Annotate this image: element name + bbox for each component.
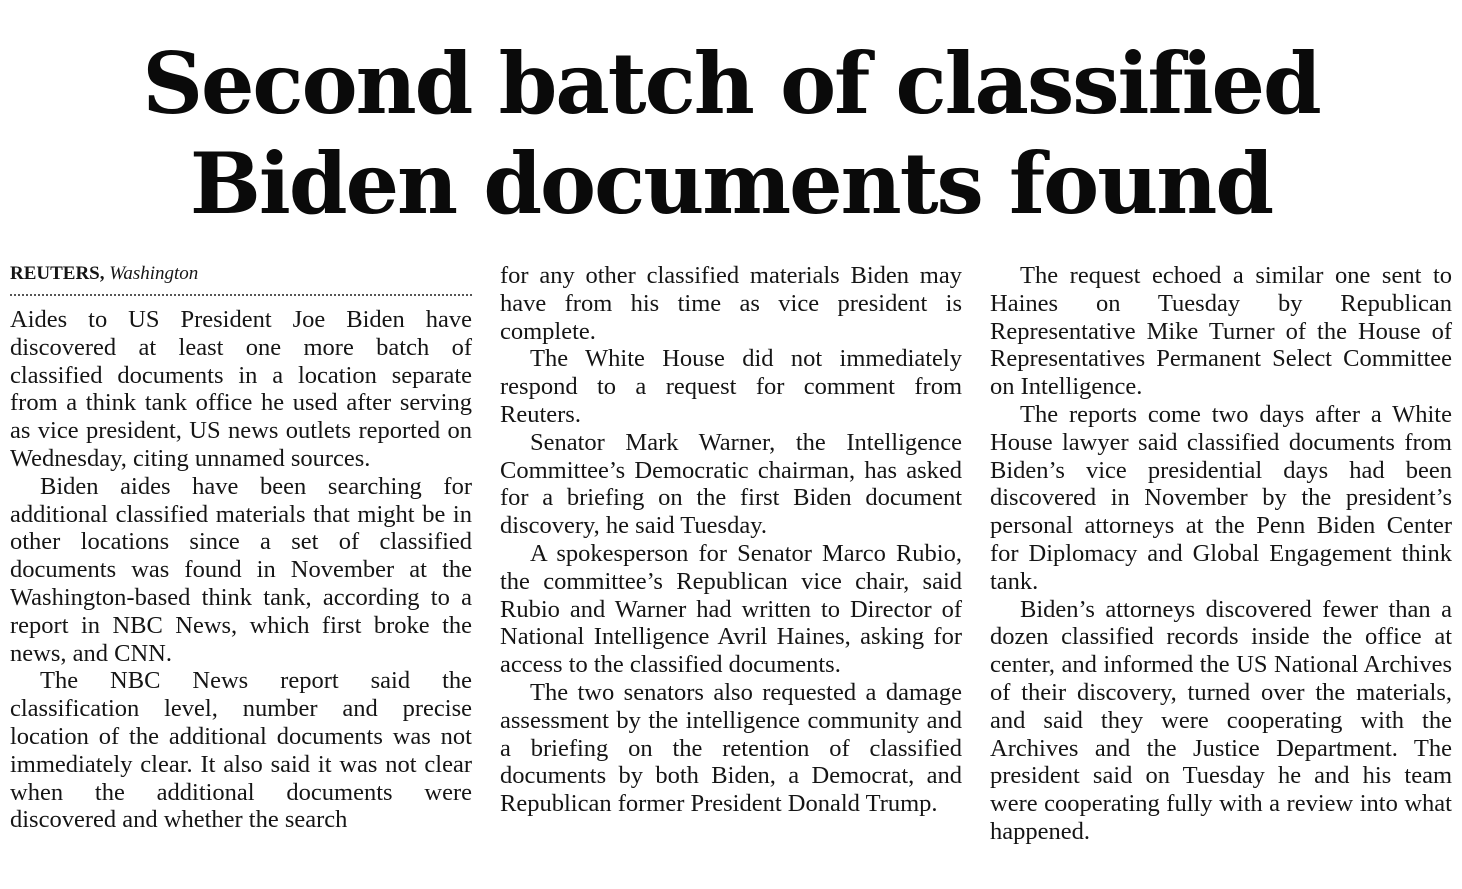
paragraph: Biden aides have been searching for additional classified materials that might be in other locations since a set of classified documents was found in November at the Washington-based think tank, according to a report in NBC News, which first broke the news, and CNN. [10,472,472,667]
paragraph: The White House did not immediately respond to a request for comment from Reuters. [500,345,962,428]
headline-line-2: Biden documents found [189,134,1273,233]
paragraph: Senator Mark Warner, the Intelligence Committee’s Democratic chairman, has asked for a briefing on the first Biden document discovery, he said Tuesday. [500,428,962,540]
article-column-3 [990,262,1452,846]
article-column-2 [500,262,962,818]
paragraph: The request echoed a similar one sent to Haines on Tuesday by Republican Representative Mike Turner of the House of Representatives Permanent Select Committee on Intelligence. [990,262,1452,401]
paragraph: The NBC News report said the classification level, number and precise location of the additional documents was not immediately clear. It also said it was not clear when the additional documents were discovered and whether the search [10,667,472,834]
byline-agency: REUTERS, [10,263,105,284]
paragraph: The reports come two days after a White House lawyer said classified documents from Biden’s vice presidential days had been discovered in November by the president’s personal attorneys at the Penn Biden Center for Diplomacy and Global Engagement think tank. [990,400,1452,595]
paragraph: for any other classified materials Biden may have from his time as vice president is complete. [500,262,962,345]
byline [10,260,472,296]
headline-line-1: Second batch of classified [142,34,1320,133]
article-column-1 [10,260,472,834]
headline [0,34,1462,234]
byline-location: Washington [109,263,199,284]
paragraph: Biden’s attorneys discovered fewer than a dozen classified records inside the office at center, and informed the US National Archives of their discovery, turned over the materials, and said they were cooperating with the Archives and the Justice Department. The president said on Tuesday he and his team were cooperating fully with a review into what happened. [990,595,1452,845]
paragraph: Aides to US President Joe Biden have discovered at least one more batch of classified documents in a location separate from a think tank office he used after serving as vice president, US news outlets reported on Wednesday, citing unnamed sources. [10,306,472,472]
paragraph: A spokesperson for Senator Marco Rubio, the committee’s Republican vice chair, said Rubio and Warner had written to Director of National Intelligence Avril Haines, asking for access to the classified documents. [500,539,962,679]
paragraph: The two senators also requested a damage assessment by the intelligence community and a briefing on the retention of classified documents by both Biden, a Democrat, and Republican former President Donald Trump. [500,678,962,818]
